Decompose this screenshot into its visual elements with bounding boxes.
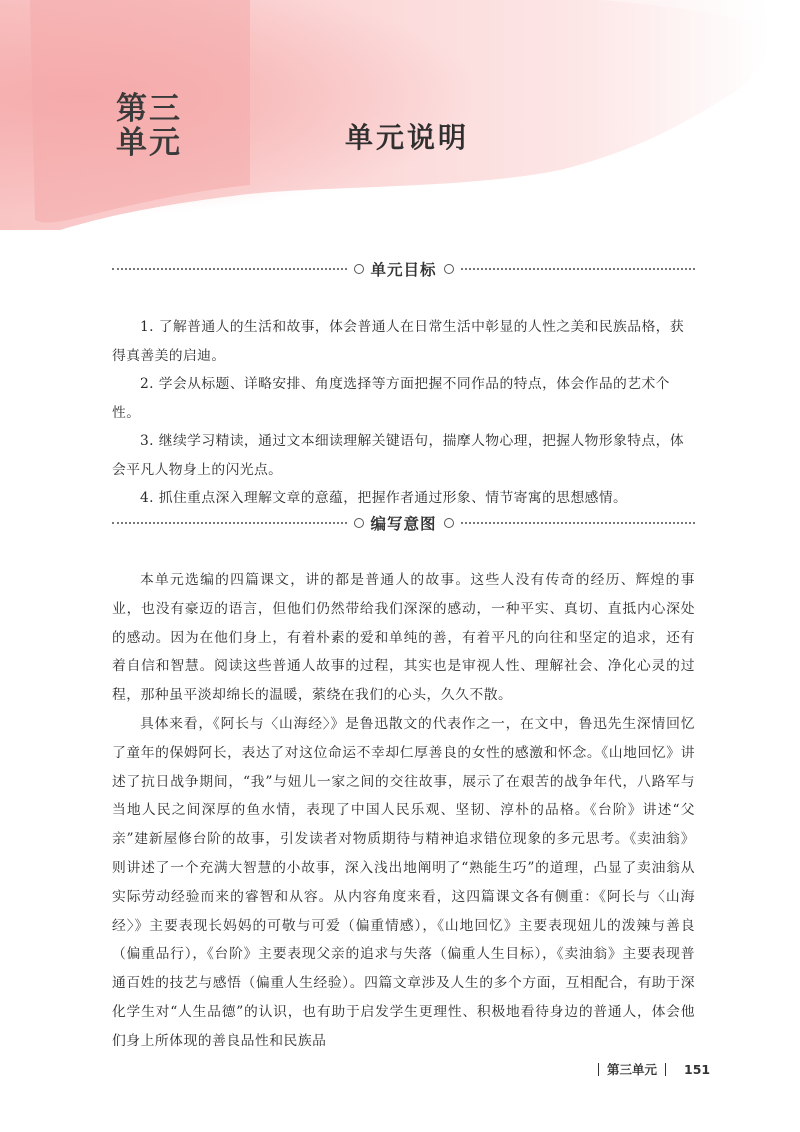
dotted-divider-left <box>112 268 347 270</box>
header-banner <box>0 0 800 240</box>
section-heading-intent <box>112 513 695 533</box>
dotted-divider-right <box>461 522 696 524</box>
goal-item: 4. 抓住重点深入理解文章的意蕴，把握作者通过形象、情节寄寓的思想感情。 <box>140 490 628 506</box>
unit-label-line2: 单元 <box>116 125 182 161</box>
section-heading-goals <box>112 259 695 279</box>
circle-icon <box>354 518 364 528</box>
goal-item: 1. 了解普通人的生活和故事，体会普通人在日常生活中彰显的人性之美和民族品格，获得真善美的启迪。 <box>112 319 685 364</box>
intent-heading-text: 编写意图 <box>370 515 437 533</box>
dotted-divider-right <box>461 268 696 270</box>
body-paragraph: 本单元选编的四篇课文，讲的都是普通人的故事。这些人没有传奇的经历、辉煌的事业，也没有豪迈的语言，但他们仍然带给我们深深的感动，一种平实、真切、直抵内心深处的感动。因为在他们身上，有着朴素的爱和单纯的善，有着平凡的向往和坚定的追求，还有着自信和智慧。阅读这些普通人故事的过程，其实也是审视人性、理解社会、净化心灵的过程，那种虽平淡却绵长的温暖，萦绕在我们的心头，久久不散。 <box>112 572 695 704</box>
page-footer <box>590 1060 710 1078</box>
page-title: 单元说明 <box>345 121 470 154</box>
goals-heading-text: 单元目标 <box>370 261 437 279</box>
footer-unit-name: 第三单元 <box>607 1062 658 1077</box>
circle-icon <box>444 264 454 274</box>
unit-label <box>116 92 182 160</box>
circle-icon <box>444 518 454 528</box>
goals-list <box>112 313 695 513</box>
page-number: 151 <box>684 1061 711 1077</box>
dotted-divider-left <box>112 522 347 524</box>
body-paragraph: 具体来看，《阿长与〈山海经〉》是鲁迅散文的代表作之一，在文中，鲁迅先生深情回忆了童年的保姆阿长，表达了对这位命运不幸却仁厚善良的女性的感激和怀念。《山地回忆》讲述了抗日战争期间，“我”与妞儿一家之间的交往故事，展示了在艰苦的战争年代，八路军与当地人民之间深厚的鱼水情，表现了中国人民乐观、坚韧、淳朴的品格。《台阶》讲述“父亲”建新屋修台阶的故事，引发读者对物质期待与精神追求错位现象的多元思考。《卖油翁》则讲述了一个充满大智慧的小故事，深入浅出地阐明了“熟能生巧”的道理，凸显了卖油翁从实际劳动经验而来的睿智和从容。从内容角度来看，这四篇课文各有侧重：《阿长与〈山海经〉》主要表现长妈妈的可敬与可爱（偏重情感），《山地回忆》主要表现妞儿的泼辣与善良（偏重品行），《台阶》主要表现父亲的追求与失落（偏重人生目标），《卖油翁》主要表现普通百姓的技艺与感悟（偏重人生经验）。四篇文章涉及人生的多个方面，互相配合，有助于深化学生对“人生品德”的认识，也有助于启发学生更理性、积极地看待身边的普通人，体会他们身上所体现的善良品性和民族品 <box>112 715 695 1049</box>
circle-icon <box>354 264 364 274</box>
intent-body <box>112 566 695 1056</box>
footer-divider <box>598 1063 599 1076</box>
goal-item: 2. 学会从标题、详略安排、角度选择等方面把握不同作品的特点，体会作品的艺术个性。 <box>112 376 670 421</box>
footer-divider <box>665 1063 666 1076</box>
goal-item: 3. 继续学习精读，通过文本细读理解关键语句，揣摩人物心理，把握人物形象特点，体会平凡人物身上的闪光点。 <box>112 433 685 478</box>
unit-label-line1: 第三 <box>116 91 182 127</box>
